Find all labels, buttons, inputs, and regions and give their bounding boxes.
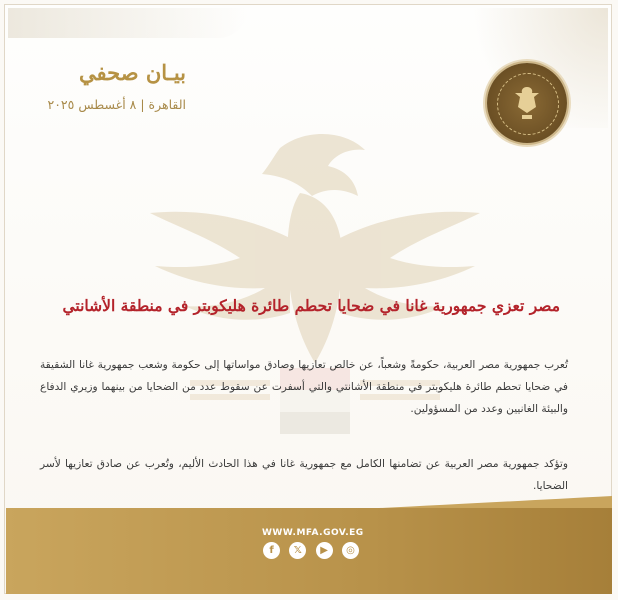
youtube-icon[interactable]: ▶ [316,542,333,559]
ministry-seal-icon [487,63,567,143]
article-paragraph-1: تُعرب جمهورية مصر العربية، حكومةً وشعباً، عن خالص تعازيها وصادق مواساتها إلى حكومة وشعب جمهورية غانا الشقيقة في ضحايا تحطم طائرة هليكوبتر في منطقة الأشانتي والتي أسفرت عن سقوط عدد من الضحايا من بينهما وزيري الدفاع والبيئة الغانيين وعدد من المسؤولين. [40,359,568,415]
x-icon[interactable]: 𝕏 [289,542,306,559]
decorative-corner-left [8,8,248,38]
article-paragraph-2: وتؤكد جمهورية مصر العربية عن تضامنها الكامل مع جمهورية غانا في هذا الحادث الأليم، وتُعرب عن صادق تعازيها لأسر الضحايا. [40,458,568,492]
press-release-title: بيـان صحفي [79,60,186,85]
instagram-icon[interactable]: ◎ [342,542,359,559]
social-links [263,542,359,560]
dateline: القاهرة | ٨ أغسطس ٢٠٢٥ [47,97,186,112]
website-link[interactable]: WWW.MFA.GOV.EG [262,528,364,538]
facebook-icon[interactable]: f [263,542,280,559]
article-headline: مصر تعزي جمهورية غانا في ضحايا تحطم طائرة هليكوبتر في منطقة الأشانتي [62,296,560,315]
